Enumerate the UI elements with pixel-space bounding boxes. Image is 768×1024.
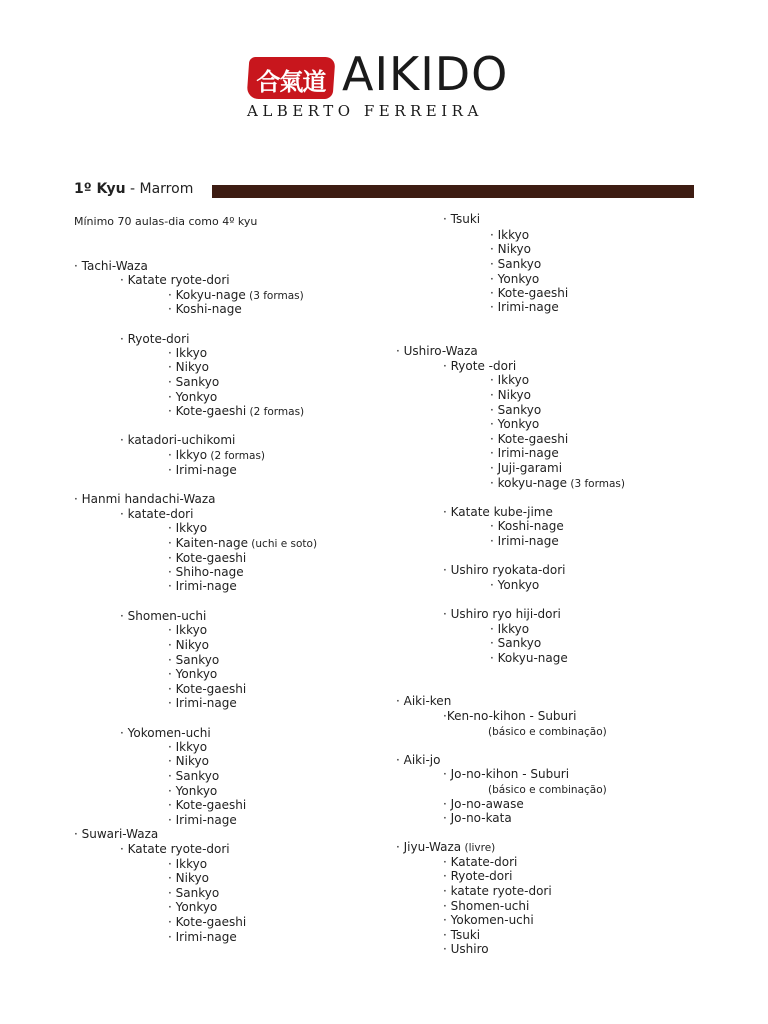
list-item-text: · Yonkyo: [490, 578, 540, 592]
list-item: [168, 390, 217, 404]
list-item-text: · Sankyo: [168, 886, 220, 900]
list-item-text: · Nikyo: [490, 242, 531, 256]
list-item-text: · Sankyo: [490, 403, 542, 417]
list-item-text: · Nikyo: [168, 638, 209, 652]
list-item-text: · Yonkyo: [490, 417, 540, 431]
list-item-note: (3 formas): [567, 478, 625, 490]
list-item-text: · Ikkyo: [490, 373, 530, 387]
list-item-text: · Tsuki: [443, 212, 481, 226]
list-item: [168, 375, 219, 389]
list-item: [168, 871, 209, 885]
list-item-text: · Kote-gaeshi: [168, 798, 247, 812]
list-item: [443, 928, 480, 942]
list-item: [120, 842, 230, 856]
list-item: [168, 857, 207, 871]
list-item: [168, 521, 207, 535]
list-item: [74, 492, 215, 506]
list-item: [490, 300, 559, 314]
list-item-text: · Katate ryote-dori: [120, 842, 230, 856]
list-item: [168, 798, 246, 812]
list-item: [168, 448, 265, 463]
list-item-text: · Ikkyo: [490, 228, 530, 242]
list-item: [490, 403, 541, 417]
list-item-text: · Aiki-jo: [396, 753, 441, 767]
list-item: [74, 259, 148, 273]
kyu-grade: 1º Kyu: [74, 181, 126, 197]
list-item-text: · Jo-no-kihon - Suburi: [443, 767, 570, 781]
list-item-text: · Yonkyo: [168, 900, 218, 914]
list-item-text: · Irimi-nage: [168, 463, 237, 477]
list-item: [490, 534, 559, 548]
list-item-text: · Katate-dori: [443, 855, 518, 869]
list-item: [443, 942, 489, 956]
list-item-note: (básico e combinação): [488, 726, 607, 738]
list-item: [396, 840, 495, 855]
list-item-text: · Yonkyo: [168, 390, 218, 404]
list-item: [168, 682, 246, 696]
list-item: [490, 519, 564, 533]
list-item-text: · Irimi-nage: [168, 579, 237, 593]
list-item-text: · Yonkyo: [168, 784, 218, 798]
list-item-text: · Nikyo: [168, 754, 209, 768]
list-item-text: · Shomen-uchi: [120, 609, 207, 623]
list-item-text: · Kokyu-nage: [490, 651, 568, 665]
list-item-note: (básico e combinação): [488, 784, 607, 796]
list-item-text: · Yokomen-uchi: [443, 913, 534, 927]
list-item: [168, 623, 207, 637]
list-item-text: · Sankyo: [168, 375, 220, 389]
list-item: [490, 373, 529, 387]
list-item-text: · Koshi-nage: [490, 519, 564, 533]
list-item-text: · Yokomen-uchi: [120, 726, 211, 740]
list-item-text: · Ushiro: [443, 942, 489, 956]
list-item-text: · Nikyo: [168, 871, 209, 885]
list-item: [168, 551, 246, 565]
list-item-text: · Ushiro-Waza: [396, 344, 478, 358]
list-item: [490, 636, 541, 650]
list-item-text: · Ikkyo: [168, 521, 208, 535]
list-item-text: · Koshi-nage: [168, 302, 242, 316]
list-item-text: · Irimi-nage: [168, 930, 237, 944]
list-item-text: · Jo-no-kata: [443, 811, 512, 825]
list-item: [443, 913, 534, 927]
list-item-note: (3 formas): [245, 290, 304, 302]
list-item-text: · Suwari-Waza: [74, 827, 159, 841]
list-item: [490, 417, 539, 431]
list-item: [490, 461, 562, 475]
list-item: [74, 827, 158, 841]
list-item: [168, 302, 242, 316]
list-item-text: · Juji-garami: [490, 461, 563, 475]
list-item: [443, 811, 512, 825]
list-item: [443, 505, 553, 519]
list-item-text: · kokyu-nage: [490, 476, 568, 490]
logo-seal: [247, 57, 336, 99]
list-item: [490, 257, 541, 271]
list-item: [490, 272, 539, 286]
list-item: [120, 726, 211, 740]
list-item-text: · Irimi-nage: [168, 813, 237, 827]
belt-color: - Marrom: [125, 181, 194, 197]
list-item: [168, 360, 209, 374]
list-item: [120, 433, 235, 447]
list-item: [443, 855, 517, 869]
list-item-text: · Sankyo: [490, 636, 542, 650]
list-item: [120, 273, 230, 287]
list-item-note: (uchi e soto): [247, 538, 318, 550]
list-item: [490, 622, 529, 636]
list-item: [488, 724, 607, 739]
list-item: [168, 740, 207, 754]
list-item: [168, 288, 304, 303]
list-item: [396, 753, 440, 767]
list-item: [168, 754, 209, 768]
logo-seal-glyphs: 合氣道: [256, 67, 326, 96]
page-title: [74, 181, 193, 197]
list-item: [443, 884, 552, 898]
list-item: [490, 242, 531, 256]
list-item-text: · katate-dori: [120, 507, 194, 521]
list-item: [120, 609, 206, 623]
list-item: [490, 476, 625, 491]
list-item-text: · Ikkyo: [168, 346, 208, 360]
list-item-text: · Kokyu-nage: [168, 288, 246, 302]
list-item-text: · Ryote-dori: [443, 869, 513, 883]
list-item-text: · Aiki-ken: [396, 694, 452, 708]
list-item: [120, 507, 193, 521]
list-item: [490, 432, 568, 446]
list-item-text: · Ikkyo: [168, 448, 208, 462]
list-item: [490, 228, 529, 242]
list-item-text: · Katate ryote-dori: [120, 273, 230, 287]
list-item-text: · Sankyo: [490, 257, 542, 271]
list-item: [490, 388, 531, 402]
list-item: [168, 463, 237, 477]
list-item-text: · Tachi-Waza: [74, 259, 148, 273]
list-item: [168, 886, 219, 900]
list-item-text: · Ikkyo: [168, 623, 208, 637]
logo-subtitle: ALBERTO FERREIRA: [247, 102, 483, 120]
list-item: [396, 344, 478, 358]
list-item: [443, 359, 516, 373]
list-item: [490, 578, 539, 592]
list-item-text: · katadori-uchikomi: [120, 433, 236, 447]
logo: [0, 47, 768, 125]
list-item-text: · Jo-no-awase: [443, 797, 524, 811]
list-item: [490, 651, 568, 665]
list-item: [443, 899, 529, 913]
list-item-text: · Ryote -dori: [443, 359, 517, 373]
list-item: [488, 782, 607, 797]
list-item-text: · Katate kube-jime: [443, 505, 553, 519]
list-item-text: ·Ken-no-kihon - Suburi: [443, 709, 577, 723]
list-item-text: · Ikkyo: [490, 622, 530, 636]
list-item-text: · Irimi-nage: [490, 446, 559, 460]
list-item-text: · Irimi-nage: [490, 300, 559, 314]
list-item-text: · Shiho-nage: [168, 565, 244, 579]
list-item: [443, 212, 480, 226]
list-item: [168, 667, 217, 681]
list-item-text: · Kote-gaeshi: [168, 551, 247, 565]
title-bar: [212, 185, 694, 198]
list-item: [443, 607, 561, 621]
list-item: [168, 900, 217, 914]
list-item-text: · Irimi-nage: [490, 534, 559, 548]
list-item-text: · Shomen-uchi: [443, 899, 530, 913]
list-item: [443, 709, 576, 723]
list-item-text: · Sankyo: [168, 769, 220, 783]
list-item: [443, 869, 512, 883]
list-item: [443, 563, 566, 577]
list-item-text: · Hanmi handachi-Waza: [74, 492, 216, 506]
list-item: [168, 930, 237, 944]
list-item-text: · Nikyo: [490, 388, 531, 402]
list-item-text: · Ryote-dori: [120, 332, 190, 346]
list-item-note: (2 formas): [246, 406, 305, 418]
list-item: [168, 769, 219, 783]
list-item: [168, 696, 237, 710]
list-item: [120, 332, 189, 346]
list-item: [490, 446, 559, 460]
list-item-text: · Yonkyo: [168, 667, 218, 681]
list-item: [443, 767, 569, 781]
list-item-text: · Kote-gaeshi: [168, 915, 247, 929]
list-item-text: · Nikyo: [168, 360, 209, 374]
list-item-text: · Ushiro ryo hiji-dori: [443, 607, 561, 621]
list-item-text: · Kote-gaeshi: [490, 432, 569, 446]
list-item: [168, 404, 304, 419]
list-item: [168, 346, 207, 360]
list-item-text: · Sankyo: [168, 653, 220, 667]
requirement-intro: Mínimo 70 aulas-dia como 4º kyu: [74, 215, 258, 228]
list-item-text: · Ikkyo: [168, 740, 208, 754]
list-item: [168, 638, 209, 652]
list-item: [396, 694, 451, 708]
list-item: [168, 915, 246, 929]
logo-wordmark: AIKIDO: [342, 47, 509, 101]
list-item-text: · Kaiten-nage: [168, 536, 248, 550]
list-item-text: · Kote-gaeshi: [490, 286, 569, 300]
list-item-text: · Kote-gaeshi: [168, 682, 247, 696]
list-item-text: · Jiyu-Waza: [396, 840, 462, 854]
list-item: [168, 565, 244, 579]
list-item-text: · Ushiro ryokata-dori: [443, 563, 566, 577]
list-item-note: (2 formas): [207, 450, 266, 462]
list-item: [168, 579, 237, 593]
list-item-text: · Irimi-nage: [168, 696, 237, 710]
list-item: [168, 653, 219, 667]
list-item-text: · Yonkyo: [490, 272, 540, 286]
list-item: [168, 784, 217, 798]
list-item-text: · katate ryote-dori: [443, 884, 552, 898]
list-item: [490, 286, 568, 300]
list-item-text: · Tsuki: [443, 928, 481, 942]
list-item-text: · Kote-gaeshi: [168, 404, 247, 418]
list-item-text: · Ikkyo: [168, 857, 208, 871]
list-item-note: (livre): [461, 842, 496, 854]
list-item: [443, 797, 524, 811]
list-item: [168, 536, 317, 551]
list-item: [168, 813, 237, 827]
